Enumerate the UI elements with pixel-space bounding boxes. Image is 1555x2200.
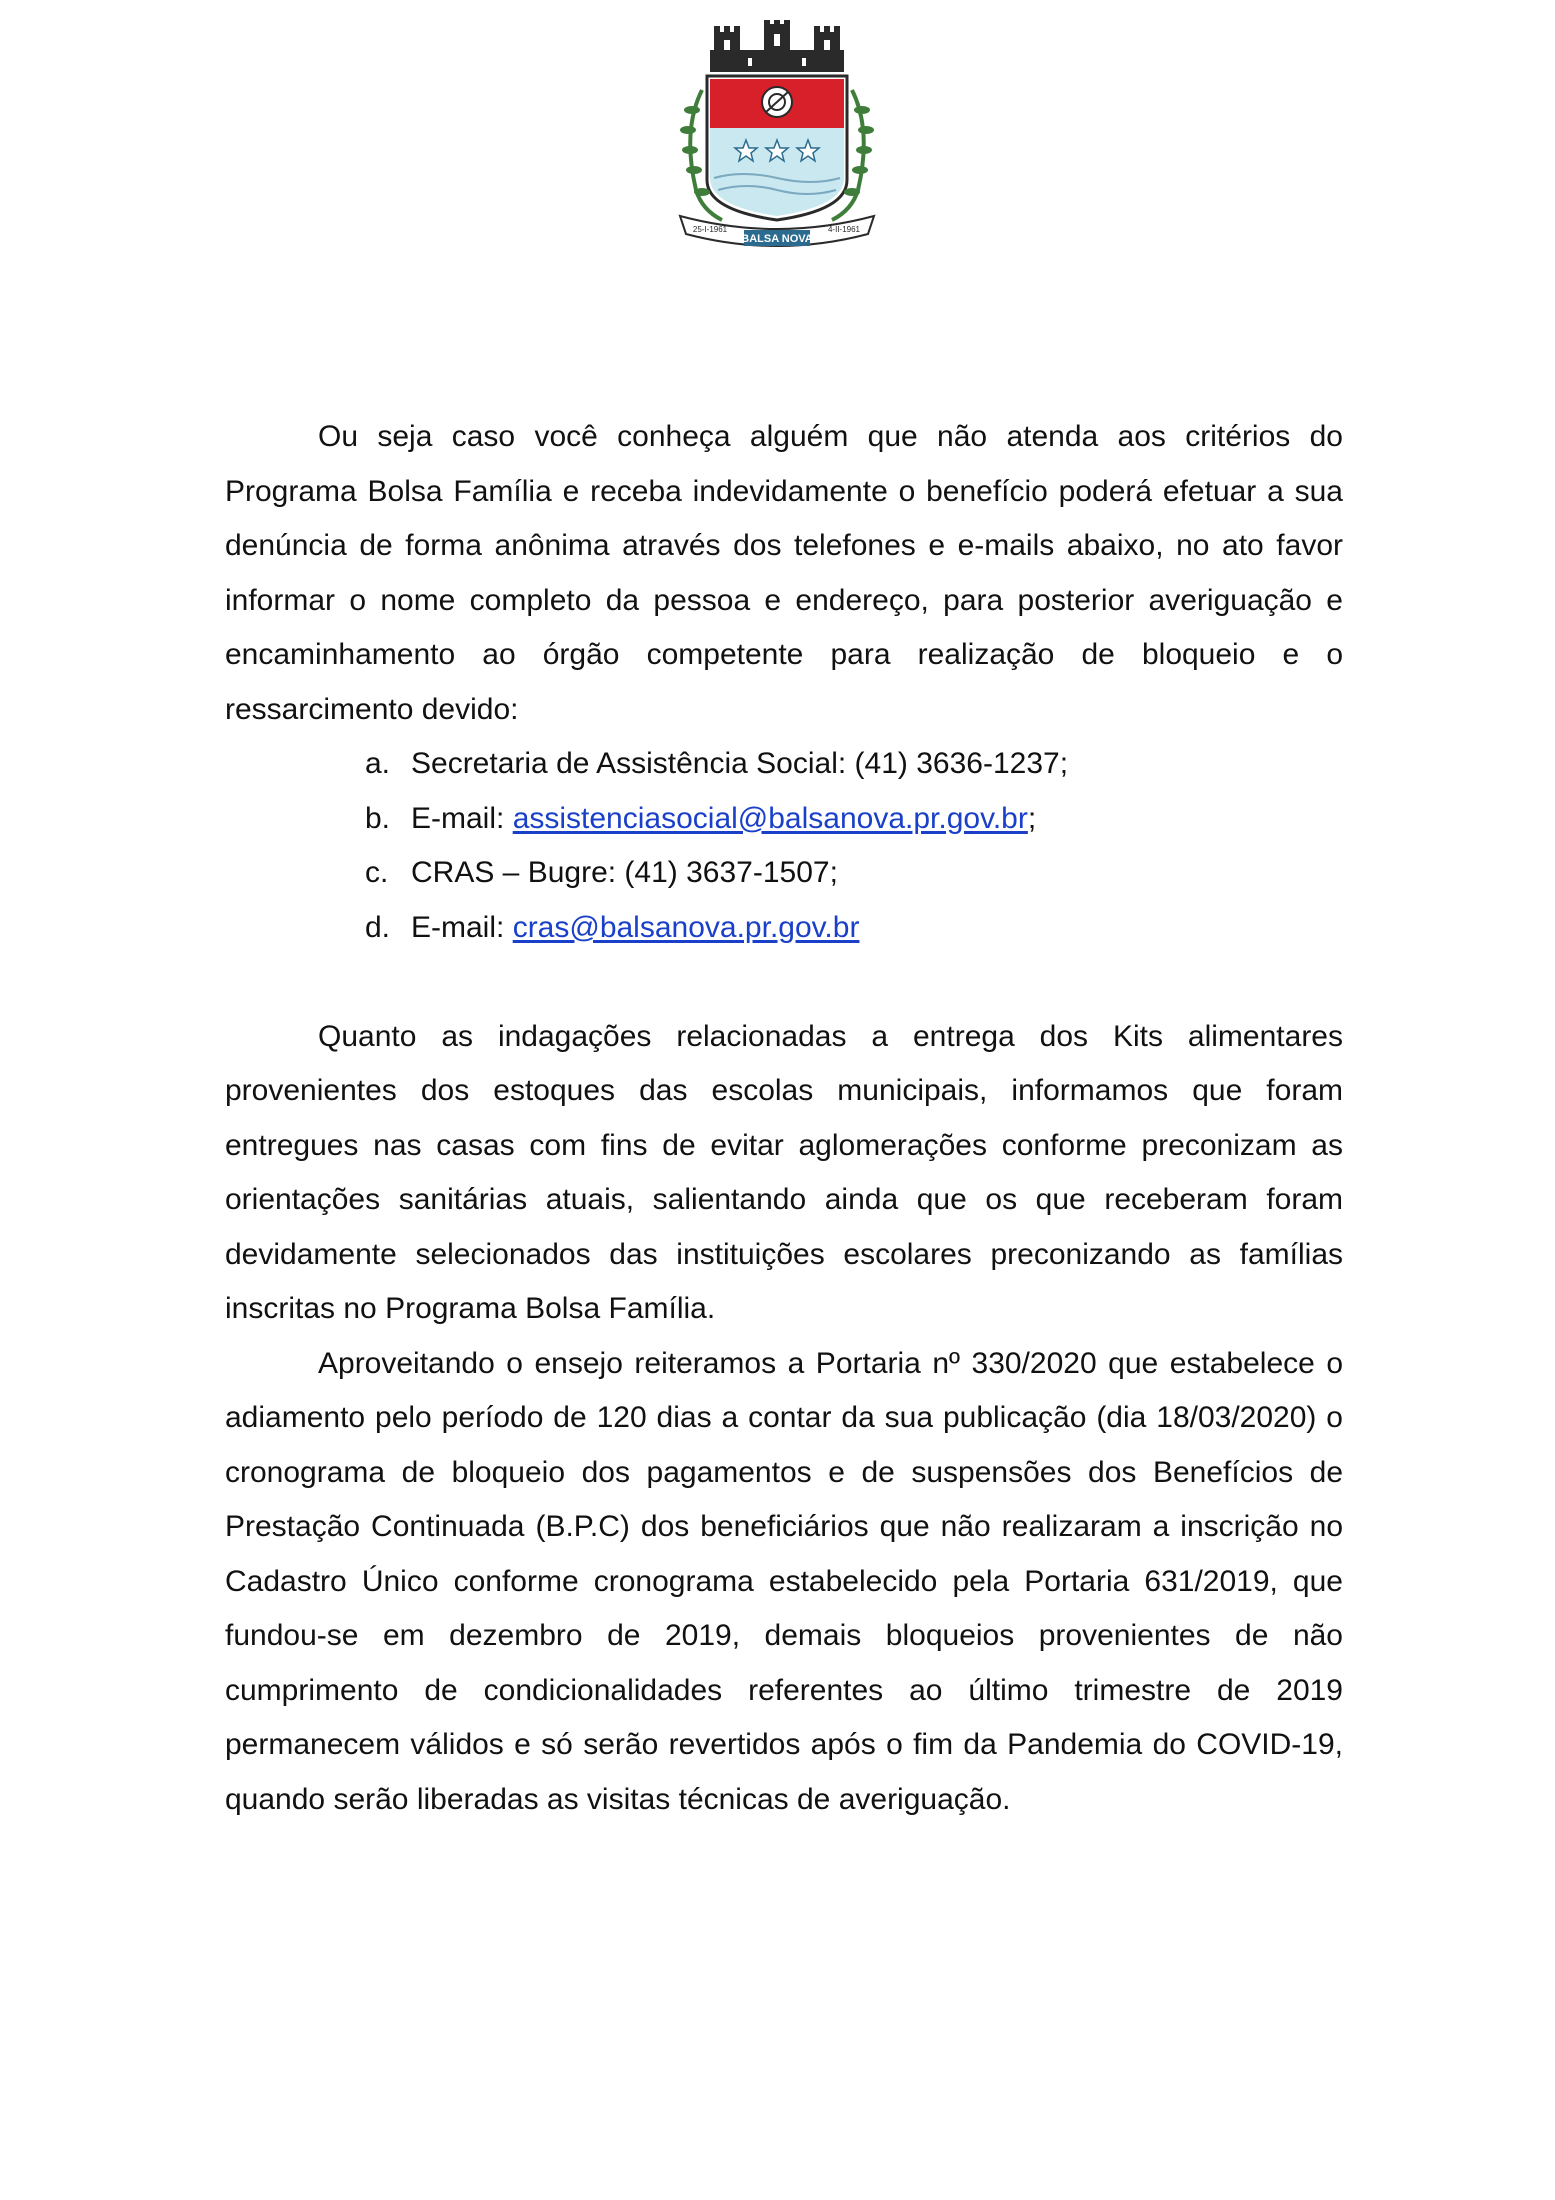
- blank-line: [225, 955, 1343, 1010]
- list-marker: a.: [365, 747, 391, 780]
- list-item: [365, 737, 1343, 792]
- crest-banner-text: BALSA NOVA: [741, 233, 813, 245]
- contact-secretaria: Secretaria de Assistência Social: (41) 3636-1237;: [411, 747, 1069, 780]
- contact-cras: CRAS – Bugre: (41) 3637-1507;: [411, 856, 838, 889]
- paragraph-portaria: Aproveitando o ensejo reiteramos a Portaria nº 330/2020 que estabelece o adiamento pelo período de 120 dias a contar da sua publicação (dia 18/03/2020) o cronograma de bloqueio dos pagamentos e de suspensões dos Benefícios de Prestação Continuada (B.P.C) dos beneficiários que não realizaram a inscrição no Cadastro Único conforme cronograma estabelecido pela Portaria 631/2019, que fundou-se em dezembro de 2019, demais bloqueios provenientes de não cumprimento de condicionalidades referentes ao último trimestre de 2019 permanecem válidos e só serão revertidos após o fim da Pandemia do COVID-19, quando serão liberadas as visitas técnicas de averiguação.: [225, 1346, 1343, 1816]
- list-item: [365, 792, 1343, 847]
- paragraph-denuncia: Ou seja caso você conheça alguém que não atenda aos critérios do Programa Bolsa Família e receba indevidamente o benefício poderá efetuar a sua denúncia de forma anônima através dos telefones e e-mails abaixo, no ato favor informar o nome completo da pessoa e endereço, para posterior averiguação e encaminhamento ao órgão competente para realização de bloqueio e o ressarcimento devido:: [225, 420, 1343, 726]
- list-item: [365, 846, 1343, 901]
- list-suffix: ;: [1027, 801, 1037, 835]
- list-marker: c.: [365, 856, 389, 889]
- contact-list: [225, 737, 1343, 955]
- shield: [707, 76, 847, 220]
- municipal-crest-logo: [662, 20, 892, 252]
- list-item: [365, 901, 1343, 956]
- crest-date-right: 4-II-1961: [827, 225, 861, 234]
- document-body: [225, 410, 1343, 1827]
- crest-date-left: 25-I-1961: [692, 225, 728, 234]
- list-marker: d.: [365, 910, 391, 944]
- list-marker: b.: [365, 801, 391, 835]
- email-link-assistencia[interactable]: assistenciasocial@balsanova.pr.gov.br: [512, 801, 1028, 835]
- email-label: E-mail:: [411, 801, 505, 835]
- email-link-cras[interactable]: cras@balsanova.pr.gov.br: [512, 910, 860, 944]
- email-label: E-mail:: [411, 910, 505, 944]
- paragraph-kits: Quanto as indagações relacionadas a entrega dos Kits alimentares provenientes dos estoques das escolas municipais, informamos que foram entregues nas casas com fins de evitar aglomerações conforme preconizam as orientações sanitárias atuais, salientando ainda que os que receberam foram devidamente selecionados das instituições escolares preconizando as famílias inscritas no Programa Bolsa Família.: [225, 1019, 1343, 1325]
